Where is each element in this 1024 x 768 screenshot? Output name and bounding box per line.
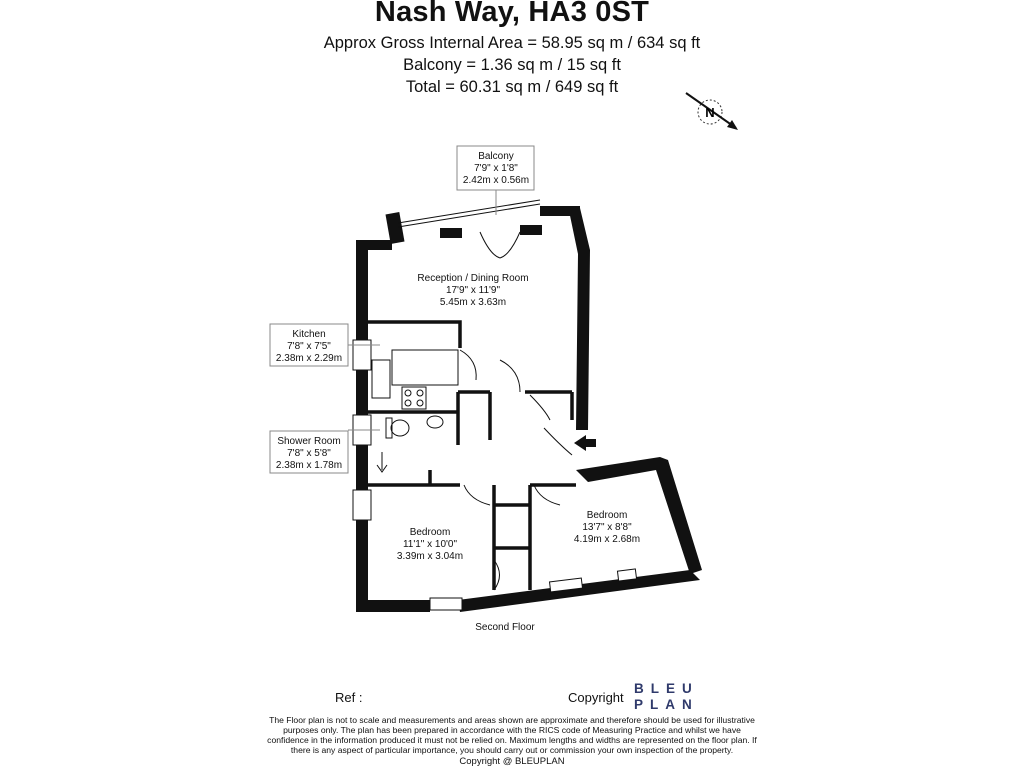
ref-label: Ref : [335,690,363,705]
bedroom2-metric: 4.19m x 2.68m [573,534,641,545]
balcony-metric: 2.42m x 0.56m [462,175,530,186]
bedroom2-imperial: 13'7" x 8'8" [582,522,632,533]
compass-n: N [705,105,715,120]
bedroom1-imperial: 11'1" x 10'0" [402,539,458,550]
shower-fittings [377,416,443,472]
entrance-arrow-icon [574,435,596,451]
property-address: Nash Way, HA3 0ST [374,0,650,28]
bleuplan-logo [634,681,699,713]
bedroom1-metric: 3.39m x 3.04m [396,551,464,562]
disclaimer-copyright: Copyright @ BLEUPLAN [459,756,565,767]
balcony-imperial: 7'9" x 1'8" [474,163,518,174]
shower-imperial: 7'8" x 5'8" [287,448,331,459]
logo-line1: BLEU [634,681,699,696]
bedroom1-name: Bedroom [409,527,451,538]
disclaimer-text: The Floor plan is not to scale and measurements and areas shown are approximate and therefore should be used for illustrative purposes only. The plan has been prepared in accordance with the RICS code of Measuring Practice and whilst we have confidence in the information produced it must not be relied on. Maximum lengths and widths are represented on the floor plan. If there is any aspect of particular importance, you should carry out or commission your own inspection of the property. [267,715,757,755]
interior-walls [368,322,576,590]
label-boxes [270,146,534,473]
kitchen-name: Kitchen [292,329,326,340]
floor-label: Second Floor [475,622,535,633]
kitchen-imperial: 7'8" x 7'5" [287,341,331,352]
kitchen-fittings [372,350,458,409]
reception-name: Reception / Dining Room [417,273,529,284]
balcony-name: Balcony [478,151,514,162]
shower-metric: 2.38m x 1.78m [275,460,343,471]
reception-imperial: 17'9" x 11'9" [445,285,501,296]
reception-metric: 5.45m x 3.63m [439,297,507,308]
balcony-area: Balcony = 1.36 sq m / 15 sq ft [403,56,621,74]
shower-name: Shower Room [277,436,341,447]
kitchen-metric: 2.38m x 2.29m [275,353,343,364]
gross-internal-area: Approx Gross Internal Area = 58.95 sq m / 634 sq ft [323,34,701,52]
total-area: Total = 60.31 sq m / 649 sq ft [405,78,619,96]
north-arrow-icon [686,93,738,130]
logo-line2: PLAN [634,697,699,712]
bedroom2-name: Bedroom [586,510,628,521]
copyright-label: Copyright [568,690,624,705]
